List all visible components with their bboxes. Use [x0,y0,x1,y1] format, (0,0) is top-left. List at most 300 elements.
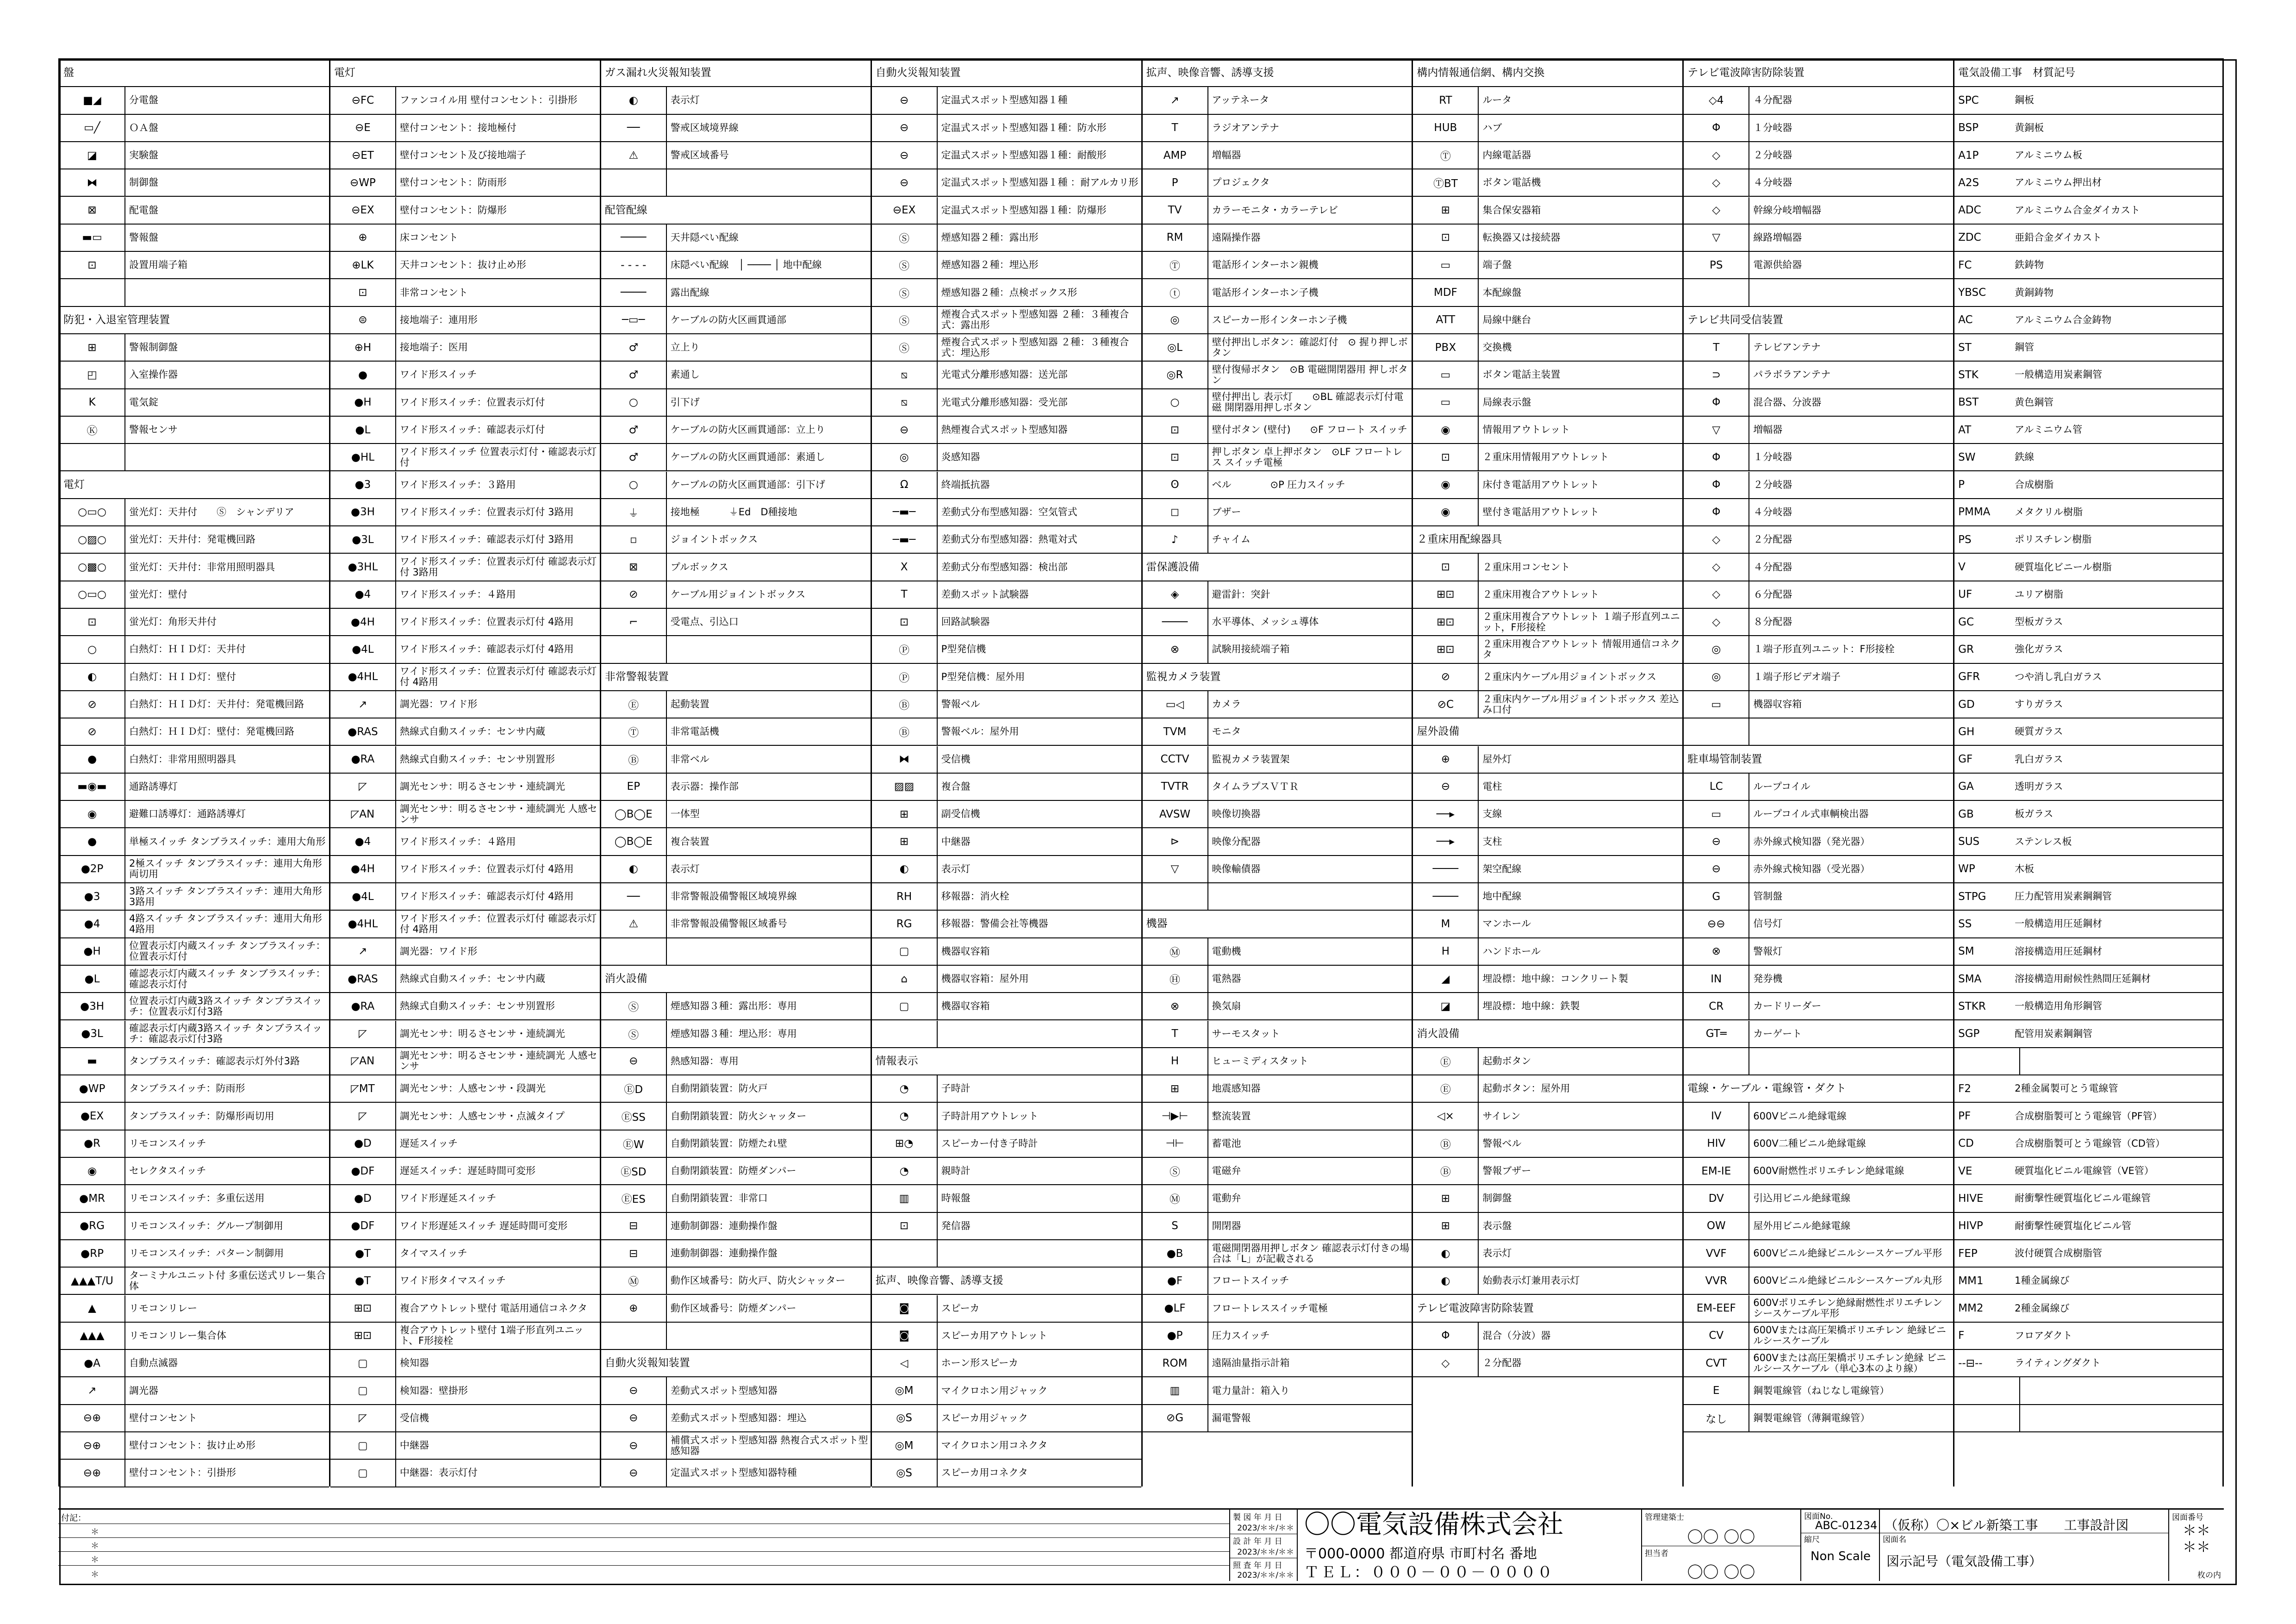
symbol-description: 黄色鋼管 [2015,396,2054,408]
legend-row [1143,1323,1412,1350]
legend-row [330,115,600,142]
legend-row [601,252,871,279]
symbol-icon: ◙ [872,1323,938,1349]
symbol-icon: OW [1684,1213,1749,1239]
legend-row [1954,746,2224,774]
symbol-icon: CCTV [1143,746,1208,773]
symbol-description: ２分配器 [1482,1357,1522,1369]
legend-column [1953,60,2224,1487]
symbol-icon: ○ [1143,389,1208,416]
section-title: 消火設備 [1417,1027,1460,1040]
symbol-icon: ↗ [330,691,396,718]
legend-row [330,1405,600,1432]
symbol-description: 親時計 [941,1165,971,1177]
symbol-icon: ⒺSS [601,1103,667,1129]
symbol-description: スピーカー形インターホン子機 [1212,314,1347,325]
symbol-description: 4路スイッチ タンブラスイッチ：連用大角形4路用 [129,912,322,935]
symbol-description: 壁付コンセント：引掛形 [129,1467,236,1479]
legend-row [1684,1240,1953,1268]
symbol-icon: ◁ [872,1350,938,1376]
symbol-description: 2極スイッチ タンブラスイッチ：連用大角形両切用 [129,858,322,880]
section-title: 屋外設備 [1417,725,1460,738]
symbol-description: 赤外線式検知器（発光器） [1753,836,1870,847]
symbol-description: アッテネータ [1212,94,1269,106]
symbol-description: 非常電話機 [670,726,719,737]
legend-row [1143,526,1412,554]
legend-row [601,718,871,746]
symbol-description: 差動式スポット型感知器 [670,1385,778,1396]
symbol-description: 天井コンセント：抜け止め形 [399,259,526,271]
symbol-icon: Ⓑ [601,746,667,773]
symbol-icon: ⧅ [872,362,938,388]
legend-row [872,1075,1141,1103]
legend-row [60,1048,329,1075]
legend-row [60,938,329,966]
legend-row [330,362,600,389]
legend-section-header [872,1048,1141,1075]
symbol-icon: K [60,389,125,416]
symbol-description: ステンレス板 [2015,836,2072,847]
symbol-description: 表示盤 [1482,1220,1512,1231]
symbol-icon: DV [1684,1185,1749,1212]
symbol-description: 整流装置 [1212,1110,1251,1122]
legend-row [1413,1350,1682,1377]
symbol-description: 支柱 [1482,836,1502,847]
symbol-icon: ◐ [60,664,125,690]
symbol-description: 中継器 [941,836,971,847]
symbol-description: 端子盤 [1482,259,1512,271]
symbol-icon: ⊖ [1684,856,1749,882]
legend-section-header [60,60,329,87]
legend-row [872,993,1141,1020]
legend-row [872,1460,1141,1487]
legend-row [1684,1131,1953,1158]
legend-row [601,581,871,609]
legend-blank-row [601,1323,871,1350]
legend-row [60,1185,329,1212]
legend-row [1143,1158,1412,1185]
symbol-description: ２重床用複合アウトレット [1482,588,1599,600]
drawing-name: 図示記号（電気設備工事） [1886,1554,2042,1569]
legend-row [330,1185,600,1212]
symbol-description: 位置表示灯内蔵3路スイッチ タンブラスイッチ：位置表示灯付3路 [129,995,322,1017]
legend-row [1684,142,1953,169]
symbol-icon: ●3 [330,472,396,498]
symbol-description: 立上り [670,342,700,353]
symbol-icon: ⓉBT [1413,169,1479,196]
symbol-description: １分岐器 [1753,451,1792,463]
symbol-icon: Ⓜ [601,1268,667,1294]
symbol-description: 配電盤 [129,204,158,216]
symbol-description: ハブ [1482,122,1502,133]
legend-row [1954,142,2224,169]
symbol-description: 接地端子：連用形 [399,314,478,325]
legend-row [1413,307,1682,334]
checked-date: 2023/＊＊/＊＊ [1237,1571,1294,1580]
legend-row [1143,993,1412,1020]
symbol-icon: ●LF [1143,1295,1208,1322]
legend-row [1954,499,2224,526]
legend-row [1413,362,1682,389]
legend-row [60,225,329,252]
symbol-description: 機器収容箱 [941,945,990,957]
symbol-description: 警報ベル [941,699,980,710]
symbol-description: 確認表示灯内蔵3路スイッチ タンブラスイッチ：確認表示灯付3路 [129,1023,322,1045]
legend-row [1954,1103,2224,1130]
drawing-name-label: 図面名 [1883,1535,1906,1544]
symbol-icon: ⊖EX [872,197,938,224]
legend-row [1684,1405,1953,1432]
symbol-description: ８分配器 [1753,616,1792,628]
symbol-description: ターミナルユニット付 多重伝送式リレー集合体 [129,1269,326,1292]
symbol-description: 局線中継台 [1482,314,1531,325]
symbol-description: 3路スイッチ タンブラスイッチ：連用大角形3路用 [129,885,322,907]
symbol-icon: ◔ [872,1158,938,1184]
project-cell [1879,1510,2168,1581]
legend-row [1684,1213,1953,1240]
symbol-description: 鉄線 [2015,451,2035,463]
legend-row [330,499,600,526]
staff-cell [1641,1510,1800,1581]
symbol-icon: ADC [1958,204,1981,217]
symbol-description: フロートスイッチ [1212,1275,1289,1287]
legend-row [1143,636,1412,663]
symbol-description: ワイド形スイッチ：位置表示灯付 4路用 [399,616,574,628]
symbol-icon: RH [872,883,938,910]
section-title: ガス漏れ火災報知装置 [604,67,711,79]
symbol-description: 調光センサ：明るさセンサ・連続調光 [399,781,565,792]
legend-row [872,252,1141,279]
symbol-description: 溶接構造用耐候性熱間圧延鋼材 [2015,973,2151,985]
symbol-icon: ●H [60,938,125,965]
symbol-description: つや消し乳白ガラス [2015,671,2102,682]
symbol-icon: ◔ [872,1103,938,1129]
legend-row [60,554,329,581]
symbol-icon: Ⓣ [601,718,667,745]
legend-row [1954,279,2224,306]
symbol-description: 連動制御器：連動操作盤 [670,1248,778,1259]
symbol-icon: Ⓟ [872,664,938,690]
symbol-icon: ◎M [872,1432,938,1459]
legend-row [601,1377,871,1405]
symbol-icon: H [1413,938,1479,965]
symbol-icon: Ⓢ [1143,1158,1208,1184]
symbol-description: 一般構造用角形鋼管 [2015,1000,2103,1012]
symbol-icon: ⊡ [1413,225,1479,251]
symbol-description: 幹線分岐増幅器 [1753,204,1822,216]
legend-section-header [60,307,329,334]
legend-row [330,1213,600,1240]
symbol-description: タンブラスイッチ：防雨形 [129,1083,245,1094]
symbol-icon: EP [601,774,667,800]
symbol-icon: ⊖E [330,115,396,141]
legend-blank-row [1684,279,1953,306]
symbol-description: 硬質塩化ビニル電線管（VE管） [2015,1165,2154,1177]
legend-section-header [1413,1295,1682,1323]
legend-row [1413,828,1682,856]
symbol-icon: ⊖WP [330,169,396,196]
symbol-description: 子時計用アウトレット [941,1110,1039,1122]
symbol-description: プルボックス [670,561,728,573]
legend-row [330,828,600,856]
symbol-description: ケーブルの防火区画貫通部 [670,314,786,325]
symbol-description: ワイド形スイッチ：確認表示灯付 [399,424,545,436]
legend-row [872,197,1141,225]
legend-row [330,1432,600,1460]
symbol-description: ワイド形スイッチ：位置表示灯付 [399,396,545,408]
legend-row [1684,115,1953,142]
legend-row [330,1158,600,1185]
symbol-icon: ◸AN [330,801,396,827]
symbol-description: 熱線式自動スイッチ：センサ別置形 [399,1000,555,1012]
symbol-icon: BSP [1958,122,1979,134]
symbol-description: ２重床用複合アウトレット 情報用通信コネクタ [1482,638,1680,660]
symbol-icon: STK [1958,369,1979,381]
symbol-icon: ○▭○ [60,499,125,525]
legend-row [330,1295,600,1323]
symbol-description: 床付き電話用アウトレット [1482,479,1599,490]
legend-row [1684,828,1953,856]
symbol-description: 漏電警報 [1212,1412,1251,1424]
symbol-description: 煙複合式スポット型感知器 ２種：３種複合式：露出形 [941,309,1129,331]
legend-row [1954,1021,2224,1048]
symbol-icon: ⊖ [601,1377,667,1404]
legend-row [1954,554,2224,581]
legend-row [872,636,1141,663]
legend-row [872,1295,1141,1323]
symbol-icon: ⊖ [872,169,938,196]
symbol-icon: ♪ [1143,526,1208,553]
legend-row [1143,334,1412,362]
symbol-icon: GT═ [1684,1021,1749,1047]
sheet-total-label: 枚の内 [2197,1571,2221,1580]
symbol-icon: ⊞⊡ [1413,581,1479,608]
legend-row [872,609,1141,636]
symbol-description: 耐衝撃性硬質塩化ビニル電線管 [2015,1193,2151,1204]
symbol-icon: ⊖ [872,115,938,141]
symbol-description: 中継器 [399,1440,429,1451]
symbol-description: サーモスタット [1212,1028,1280,1039]
legend-row [601,1432,871,1460]
symbol-icon: ⊟ [601,1240,667,1267]
symbol-icon: ▫ [601,526,667,553]
symbol-description: ワイド形スイッチ：位置表示灯付 確認表示灯付 4路用 [399,912,597,935]
symbol-icon: ◎ [1684,664,1749,690]
legend-row [1143,1185,1412,1212]
symbol-description: ワイド形スイッチ：４路用 [399,836,516,847]
symbol-description: 熱線式自動スイッチ：センサ別置形 [399,753,555,765]
symbol-description: プロジェクタ [1212,177,1270,188]
legend-row [1954,169,2224,197]
legend-row [1954,1350,2224,1377]
symbol-icon: ⊕ [1413,746,1479,773]
symbol-icon: E [1684,1377,1749,1404]
symbol-icon: ⊘ [60,691,125,718]
project-name: （仮称）〇×ビル新築工事 工事設計図 [1885,1518,2129,1533]
legend-row [601,1131,871,1158]
symbol-description: 定温式スポット型感知器１種：防爆形 [941,204,1107,216]
legend-row [330,279,600,306]
symbol-icon: ○▨○ [60,526,125,553]
legend-row [1413,609,1682,636]
symbol-description: 動作区域番号：防火戸、防火シャッター [670,1275,846,1287]
note-line: ＊ [91,1555,99,1565]
symbol-description: 警報盤 [129,231,158,243]
symbol-icon: ●4H [330,609,396,635]
symbol-description: 混合器、分波器 [1753,396,1822,408]
symbol-icon: ◎R [1143,362,1208,388]
symbol-description: 自動閉鎖装置：防煙たれ壁 [670,1137,787,1149]
company-address: 〒000-0000 都道府県 市町村名 番地 [1304,1546,1537,1562]
symbol-description: 検知器 [399,1357,429,1369]
symbol-icon: RG [872,911,938,937]
symbol-icon: Ⓢ [601,993,667,1019]
symbol-description: 時報盤 [941,1193,971,1204]
symbol-description: 機器収容箱 [1753,699,1802,710]
legend-row [1413,169,1682,197]
legend-row [872,526,1141,554]
symbol-icon: ⊞⊡ [330,1295,396,1322]
legend-row [330,1350,600,1377]
symbol-icon: CVT [1684,1350,1749,1376]
symbol-icon: PBX [1413,334,1479,361]
legend-row [872,581,1141,609]
legend-row [1684,1185,1953,1212]
legend-section-header [601,1350,871,1377]
legend-row [872,389,1141,417]
symbol-icon: ── [601,883,667,910]
legend-row [1954,444,2224,471]
symbol-icon: ▽ [1684,225,1749,251]
legend-row [330,1268,600,1295]
symbol-description: 電動弁 [1212,1193,1241,1204]
symbol-icon: LC [1684,774,1749,800]
symbol-icon: ⊡ [1413,444,1479,470]
legend-row [1143,1405,1412,1432]
symbol-description: 熱煙複合式スポット型感知器 [941,424,1068,436]
legend-row [1684,1295,1953,1323]
symbol-icon: ▲▲▲T/U [60,1268,125,1294]
symbol-icon: ── [601,115,667,141]
legend-section-header [1684,307,1953,334]
legend-row [601,1405,871,1432]
legend-row [601,609,871,636]
symbol-description: 始動表示灯兼用表示灯 [1482,1275,1580,1287]
symbol-description: 分電盤 [129,94,158,106]
symbol-description: 熱線式自動スイッチ：センサ内蔵 [399,973,546,985]
legend-row [60,1103,329,1130]
legend-row [60,1405,329,1432]
symbol-icon: HIV [1684,1131,1749,1157]
symbol-description: ボタン電話機 [1482,177,1541,188]
symbol-description: 定温式スポット型感知器１種：耐酸形 [941,150,1107,161]
symbol-icon: ◰ [60,362,125,388]
symbol-icon: ◸ [330,1103,396,1129]
symbol-icon: ▭ [1413,389,1479,416]
symbol-description: 調光器：ワイド形 [399,699,478,710]
legend-column [1412,60,1682,1487]
symbol-icon: ◇4 [1684,87,1749,113]
symbol-description: 自動閉鎖装置：非常口 [670,1193,768,1204]
legend-row [872,1185,1141,1212]
symbol-icon: Ⓔ [1413,1048,1479,1074]
symbol-icon: Ⓑ [1413,1131,1479,1157]
symbol-icon: ⊖ [872,87,938,113]
symbol-description: ワイド形遅延スイッチ [399,1193,497,1204]
symbol-icon: ⊖ [1413,774,1479,800]
legend-row [1684,1021,1953,1048]
legend-row [872,225,1141,252]
legend-row [1684,801,1953,828]
symbol-description: 内線電話器 [1482,150,1531,161]
symbol-description: 非常警報設備警報区域番号 [670,918,787,930]
legend-row [872,472,1141,499]
legend-row [330,87,600,114]
legend-row [872,1213,1141,1240]
symbol-description: 電話形インターホン子機 [1212,287,1319,298]
legend-column [1141,60,1412,1487]
symbol-icon: RM [1143,225,1208,251]
legend-row [60,1158,329,1185]
symbol-icon: V [1958,561,1966,574]
symbol-description: 壁付押出しボタン：確認灯付 ⊙ 握り押しボタン [1212,336,1408,358]
legend-row [1684,362,1953,389]
symbol-description: 電磁開閉器用押しボタン 確認表示灯付きの場合は「L」が記載される [1212,1242,1410,1264]
symbol-description: 自動閉鎖装置：防煙ダンパー [670,1165,796,1177]
symbol-description: 調光センサ：明るさセンサ・連続調光 [399,1028,565,1039]
symbol-icon: ⓣ [1143,279,1208,306]
legend-row [872,1350,1141,1377]
symbol-icon: ●4HL [330,911,396,937]
symbol-description: 制御盤 [129,177,158,188]
legend-row [601,1460,871,1487]
legend-row [1143,417,1412,444]
symbol-description: ４分岐器 [1753,506,1792,518]
symbol-description: 電柱 [1482,781,1502,792]
symbol-icon: PMMA [1958,506,1991,518]
symbol-icon: Φ [1684,499,1749,525]
legend-row [1143,801,1412,828]
symbol-description: 表示灯 [1482,1248,1512,1259]
symbol-description: 素通し [670,369,700,381]
legend-section-header [1413,526,1682,554]
legend-row [1684,444,1953,471]
symbol-description: 木板 [2015,863,2035,874]
symbol-icon: ⊜ [330,307,396,333]
symbol-description: 鋼製電線管（ねじなし電線管） [1753,1385,1890,1396]
legend-row [60,1131,329,1158]
legend-row [1413,664,1682,691]
legend-row [330,1075,600,1103]
symbol-description: 煙感知器２種：埋込形 [941,259,1039,271]
symbol-icon: SUS [1958,836,1980,848]
symbol-description: 架空配線 [1482,863,1522,874]
symbol-description: ワイド形タイマスイッチ [399,1275,506,1287]
symbol-icon: ●2P [60,856,125,882]
symbol-description: 600Vビニル絶縁ビニルシースケーブル丸形 [1753,1275,1942,1287]
symbol-description: P型発信機：屋外用 [941,671,1025,682]
legend-row [330,801,600,828]
legend-row [1143,938,1412,966]
legend-row [1684,609,1953,636]
symbol-description: １端子形直列ユニット：F形接栓 [1753,643,1895,655]
legend-section-header [872,60,1141,87]
symbol-description: 差動式分布型感知器：空気管式 [941,506,1077,518]
symbol-icon: ▭╱ [60,115,125,141]
symbol-description: 屋外灯 [1482,753,1512,765]
symbol-description: 管制盤 [1753,891,1783,902]
symbol-icon: ▭ [1684,691,1749,718]
